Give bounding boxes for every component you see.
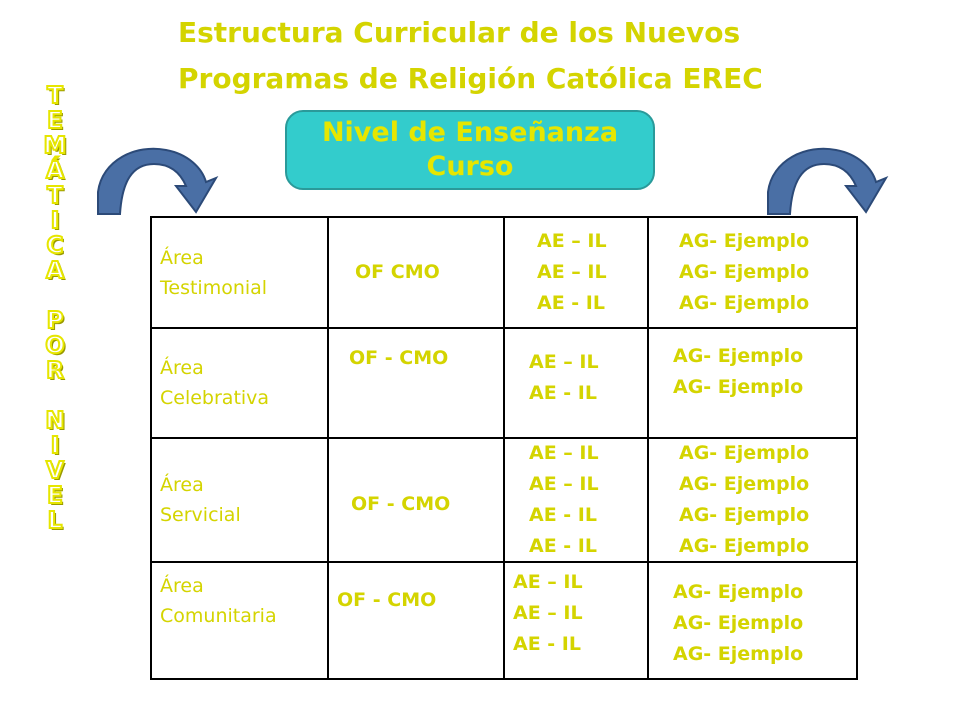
of-cell — [329, 329, 505, 439]
ag-cell — [649, 329, 858, 439]
ae-item: AE - IL — [529, 504, 597, 526]
vertical-letter: E — [47, 108, 63, 134]
vertical-letter: R — [46, 358, 64, 384]
area-name: Servicial — [160, 504, 241, 526]
of-label: OF - CMO — [337, 589, 437, 611]
title-line-2: Programas de Religión Católica EREC — [178, 62, 763, 95]
curved-arrow-right-icon — [762, 138, 892, 218]
vertical-letter: O — [45, 333, 65, 359]
of-label: OF - CMO — [351, 492, 451, 515]
ae-cell — [505, 218, 649, 329]
ae-item: AE - IL — [529, 382, 597, 404]
ag-item: AG- Ejemplo — [679, 292, 810, 314]
vertical-letter: A — [46, 258, 64, 284]
ae-item: AE – IL — [537, 261, 607, 283]
area-cell — [152, 563, 329, 678]
ag-item: AG- Ejemplo — [679, 230, 810, 252]
ae-item: AE - IL — [537, 292, 605, 314]
vertical-letter: I — [50, 433, 60, 459]
ag-item: AG- Ejemplo — [679, 535, 810, 557]
area-label: Área — [160, 575, 204, 597]
of-cell — [329, 439, 505, 563]
vertical-letter: T — [47, 183, 63, 209]
ae-cell — [505, 439, 649, 563]
of-cell — [329, 563, 505, 678]
page-title — [178, 10, 838, 102]
level-box-line-2: Curso — [426, 151, 514, 182]
of-label: OF CMO — [355, 261, 440, 283]
ae-cell — [505, 329, 649, 439]
level-box — [285, 110, 655, 190]
vertical-letter: I — [50, 208, 60, 234]
ae-item: AE - IL — [529, 535, 597, 557]
ag-item: AG- Ejemplo — [673, 643, 804, 665]
ae-item: AE – IL — [529, 473, 599, 495]
area-cell — [152, 329, 329, 439]
of-label: OF - CMO — [349, 347, 449, 369]
vertical-letter: E — [47, 483, 63, 509]
ae-item: AE – IL — [513, 571, 583, 593]
vertical-label — [30, 84, 80, 534]
ag-item: AG- Ejemplo — [679, 504, 810, 526]
area-name: Comunitaria — [160, 605, 277, 627]
area-label: Área — [160, 357, 204, 379]
ag-cell — [649, 439, 858, 563]
ae-cell — [505, 563, 649, 678]
of-cell — [329, 218, 505, 329]
vertical-letter: P — [46, 308, 64, 334]
area-name: Testimonial — [160, 276, 268, 299]
area-name: Celebrativa — [160, 387, 270, 409]
ag-cell — [649, 563, 858, 678]
vertical-letter: M — [43, 133, 67, 159]
ag-item: AG- Ejemplo — [673, 345, 804, 367]
ag-cell — [649, 218, 858, 329]
ae-item: AE – IL — [537, 230, 607, 252]
vertical-letter: T — [47, 83, 63, 109]
area-label: Área — [160, 474, 204, 496]
ag-item: AG- Ejemplo — [673, 612, 804, 634]
ae-item: AE – IL — [513, 602, 583, 624]
ag-item: AG- Ejemplo — [679, 261, 810, 283]
area-cell — [152, 439, 329, 563]
curved-arrow-left-icon — [92, 138, 222, 218]
level-box-line-1: Nivel de Enseñanza — [321, 117, 619, 148]
area-cell — [152, 218, 329, 329]
ag-item: AG- Ejemplo — [679, 442, 810, 464]
vertical-letter: C — [46, 233, 64, 259]
ag-item: AG- Ejemplo — [673, 376, 804, 398]
vertical-letter: Á — [46, 158, 64, 184]
ag-item: AG- Ejemplo — [679, 473, 810, 495]
ae-item: AE – IL — [529, 351, 599, 373]
ag-item: AG- Ejemplo — [673, 581, 804, 603]
area-label: Área — [160, 246, 204, 269]
curriculum-table — [150, 216, 858, 680]
vertical-letter: V — [46, 458, 64, 484]
vertical-letter: L — [47, 508, 63, 534]
ae-item: AE - IL — [513, 633, 581, 655]
ae-item: AE – IL — [529, 442, 599, 464]
title-line-1: Estructura Curricular de los Nuevos — [178, 16, 741, 49]
vertical-letter: N — [45, 408, 65, 434]
